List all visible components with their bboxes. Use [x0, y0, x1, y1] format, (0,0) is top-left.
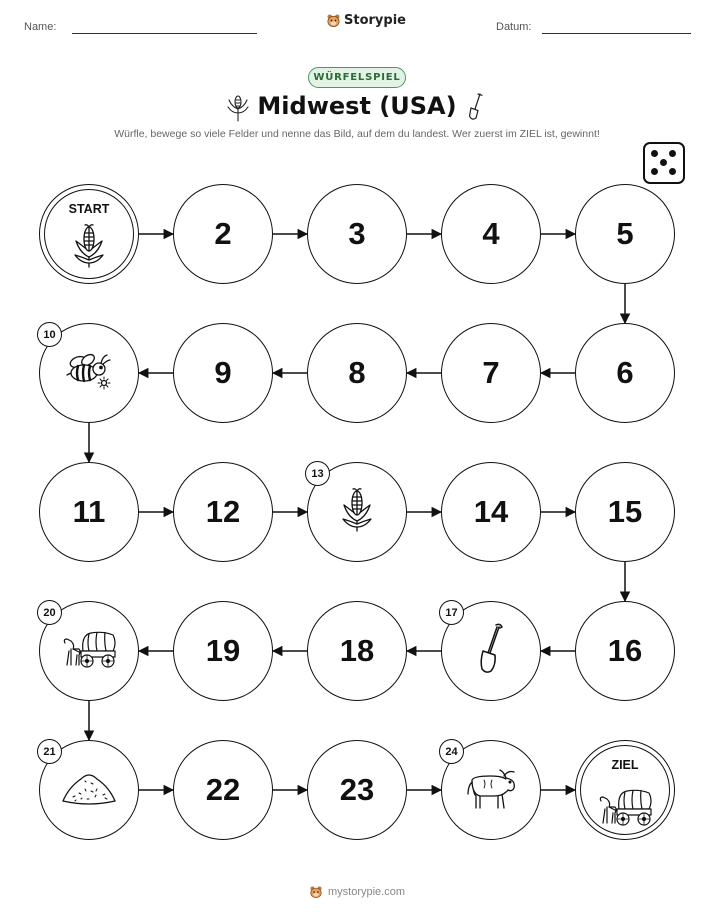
board-space: [307, 184, 407, 284]
die-pip: [660, 159, 667, 166]
board-space: [307, 601, 407, 701]
board-space: [575, 462, 675, 562]
footer-url[interactable]: mystorypie.com: [327, 886, 406, 898]
space-number-badge: 13: [305, 461, 330, 486]
board-space: [575, 323, 675, 423]
space-number-badge: 17: [439, 600, 464, 625]
board-space: [173, 740, 273, 840]
date-label: Datum:: [496, 21, 532, 33]
space-number: 7: [482, 355, 500, 390]
board-space: [441, 323, 541, 423]
mascot-icon: [309, 885, 323, 899]
space-number: 5: [616, 216, 634, 251]
board-space: [307, 323, 407, 423]
space-number: 8: [348, 355, 366, 390]
board-space: [441, 462, 541, 562]
corn-icon: [340, 487, 374, 538]
board-space: [173, 601, 273, 701]
board-space: [39, 740, 139, 840]
board-space: [173, 323, 273, 423]
space-number: 3: [348, 216, 366, 251]
board-space: [441, 601, 541, 701]
date-line[interactable]: [542, 33, 691, 34]
space-number: 11: [72, 494, 106, 529]
space-number: 18: [339, 633, 375, 668]
die-pip: [651, 168, 658, 175]
space-number-badge: 20: [37, 600, 62, 625]
mascot-icon: [326, 13, 341, 28]
board-space: [173, 184, 273, 284]
board-space: [307, 740, 407, 840]
name-line[interactable]: [72, 33, 257, 34]
board-space: [575, 184, 675, 284]
space-number: 4: [482, 216, 500, 251]
grain-pile-icon: [61, 769, 117, 812]
board-space: [307, 462, 407, 562]
die-pip: [669, 150, 676, 157]
ox-icon: [464, 766, 518, 815]
covered-wagon-icon: [597, 787, 653, 832]
die-pip: [669, 168, 676, 175]
name-label: Name:: [24, 21, 57, 33]
space-number: 23: [339, 772, 375, 807]
space-number: 12: [205, 494, 241, 529]
instructions-text: Würfle, bewege so viele Felder und nenne das Bild, auf dem du landest. Wer zuerst im ZIEL ist, gewinnt!: [114, 128, 600, 140]
board-space: [39, 462, 139, 562]
board-space: [575, 601, 675, 701]
bee-icon: [66, 351, 112, 396]
start-label: START: [68, 202, 110, 216]
footer: [0, 885, 714, 899]
finish-space: [575, 740, 675, 840]
covered-wagon-icon: [61, 629, 117, 674]
space-number: 2: [214, 216, 232, 251]
space-number: 9: [214, 355, 232, 390]
board-space: [39, 601, 139, 701]
worksheet-header: [0, 0, 714, 50]
board-space: [441, 740, 541, 840]
page-title: Midwest (USA): [257, 92, 457, 120]
finish-label: ZIEL: [611, 758, 639, 772]
space-number: 6: [616, 355, 634, 390]
space-number: 19: [205, 633, 241, 668]
space-number-badge: 10: [37, 322, 62, 347]
brand-name: Storypie: [344, 13, 406, 28]
board-space: [39, 323, 139, 423]
board-space: [173, 462, 273, 562]
die-pip: [651, 150, 658, 157]
space-number-badge: 21: [37, 739, 62, 764]
shovel-icon: [465, 92, 485, 122]
game-type-badge: WÜRFELSPIEL: [308, 67, 406, 88]
corn-icon: [72, 223, 106, 274]
space-number: 22: [205, 772, 241, 807]
space-number: 15: [607, 494, 643, 529]
dice-icon: [643, 142, 685, 184]
start-space: [39, 184, 139, 284]
space-number: 16: [607, 633, 643, 668]
board-space: [441, 184, 541, 284]
shovel-icon: [474, 621, 508, 682]
space-number: 14: [473, 494, 509, 529]
space-number-badge: 24: [439, 739, 464, 764]
brand-logo: [326, 13, 406, 28]
